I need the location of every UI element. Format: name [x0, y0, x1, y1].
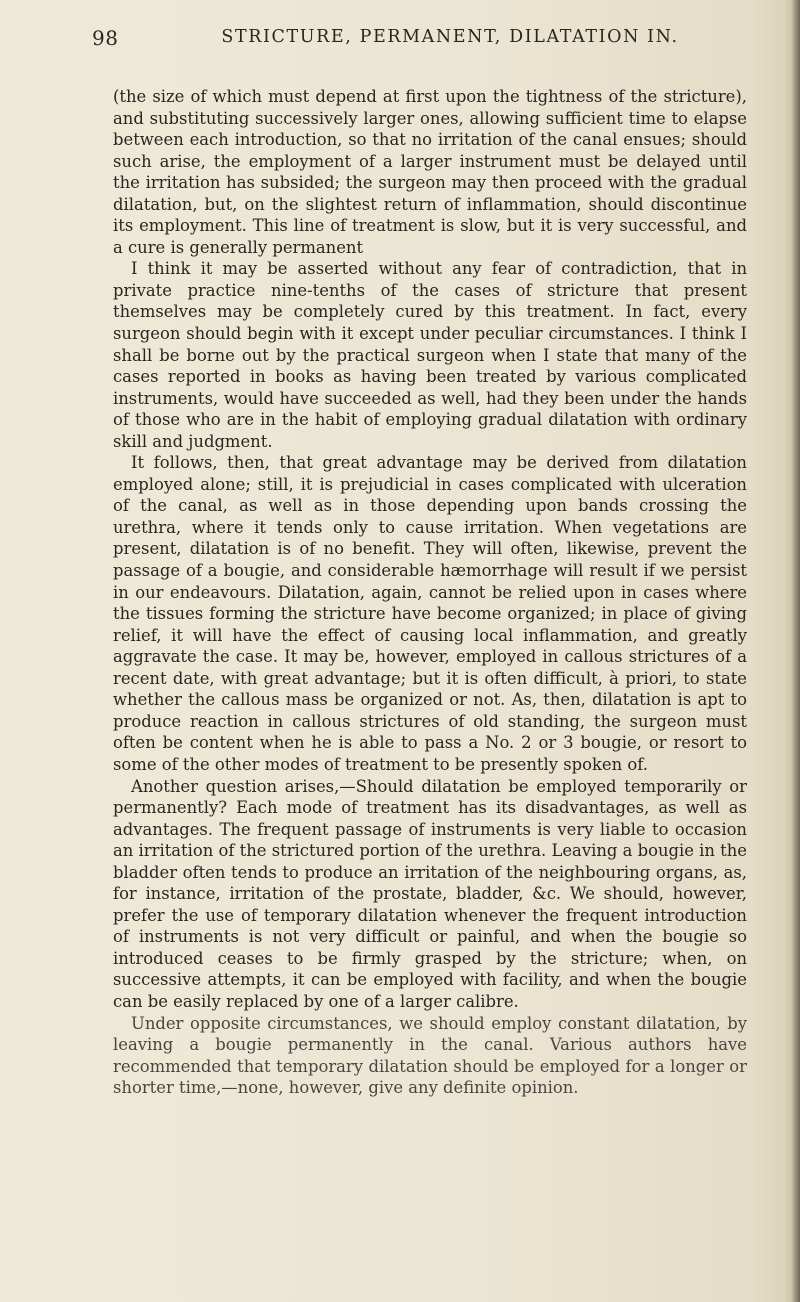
paragraph-continued: (the size of which must depend at first upon the tightness of the stricture), and substituting successively larger ones, allowing sufficient time to elapse between each introduction, so that no irritation of the canal ensues; should such arise, the employment of a larger instrument must be delayed until the irritation has subsided; the surgeon may then proceed with the gradual dilatation, but, on the slightest return of inflammation, should discontinue its employment. This line of treatment is slow, but it is very successful, and a cure is generally permanent: [113, 87, 747, 257]
paragraph: Another question arises,—Should dilatation be employed temporarily or permanently? Each mode of treatment has its disadvantages, as well as advantages. The frequent passage of instruments is very liable to occasion an irritation of the strictured portion of the urethra. Leaving a bougie in the bladder often tends to produce an irritation of the neighbouring organs, as, for instance, irritation of the prostate, bladder, &c. We should, however, prefer the use of temporary dilatation whenever the frequent introduction of instruments is not very difficult or painful, and when the bougie so introduced ceases to be firmly grasped by the stricture; when, on successive attempts, it can be employed with facility, and when the bougie can be easily replaced by one of a larger calibre.: [113, 776, 747, 1011]
running-title: STRICTURE, PERMANENT, DILATATION IN.: [221, 27, 679, 47]
page-number: 98: [92, 26, 119, 50]
page-edge-shadow: [784, 0, 800, 1302]
page-header: [92, 26, 746, 60]
paragraph: Under opposite circumstances, we should employ constant dilatation, by leaving a bougie permanently in the canal. Various authors have recommended that temporary dilatation should be employed for a longer or shorter time,—none, however, give any definite opinion.: [113, 1013, 747, 1098]
paragraph: It follows, then, that great advantage may be derived from dilatation employed alone; still, it is prejudicial in cases complicated with ulceration of the canal, as well as in those depending upon bands crossing the urethra, where it tends only to cause irritation. When vegetations are present, dilatation is of no benefit. They will often, likewise, prevent the passage of a bougie, and considerable hæmorrhage will result if we persist in our endeavours. Dilatation, again, cannot be relied upon in cases where the tissues forming the stricture have become organized; in place of giving relief, it will have the effect of causing local inflammation, and greatly aggravate the case. It may be, however, employed in callous strictures of a recent date, with great advantage; but it is often difficult, à priori, to state whether the callous mass be organized or not. As, then, dilatation is apt to produce reaction in callous strictures of old standing, the surgeon must often be content when he is able to pass a No. 2 or 3 bougie, or resort to some of the other modes of treatment to be presently spoken of.: [113, 453, 747, 774]
paragraph: I think it may be asserted without any fear of contradiction, that in private practice nine-tenths of the cases of stricture that present themselves may be completely cured by this treatment. In fact, every surgeon should begin with it except under peculiar circumstances. I think I shall be borne out by the practical surgeon when I state that many of the cases reported in books as having been treated by various complicated instruments, would have succeeded as well, had they been under the hands of those who are in the habit of employing gradual dilatation with ordinary skill and judgment.: [113, 259, 747, 451]
body-text: [113, 86, 747, 1099]
